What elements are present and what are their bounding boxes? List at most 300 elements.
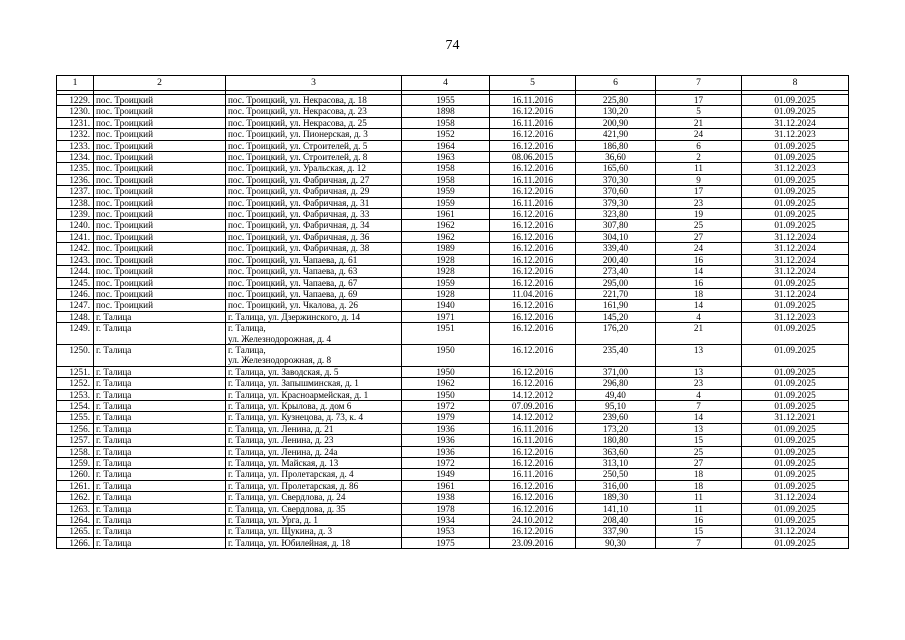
date-cell: 16.12.2016 bbox=[490, 277, 576, 288]
settlement-cell: пос. Троицкий bbox=[94, 106, 226, 117]
settlement-cell: г. Талица bbox=[94, 311, 226, 322]
table-row bbox=[57, 129, 849, 140]
settlement-cell: пос. Троицкий bbox=[94, 117, 226, 128]
deadline-cell: 01.09.2025 bbox=[742, 140, 849, 151]
date-cell: 16.12.2016 bbox=[490, 446, 576, 457]
deadline-cell: 01.09.2025 bbox=[742, 209, 849, 220]
address-cell: пос. Троицкий, ул. Некрасова, д. 23 bbox=[226, 106, 402, 117]
row-number-cell: 1242. bbox=[57, 243, 94, 254]
address-cell: пос. Троицкий, ул. Чапаева, д. 69 bbox=[226, 288, 402, 299]
settlement-cell: г. Талица bbox=[94, 400, 226, 411]
row-number-cell: 1261. bbox=[57, 480, 94, 491]
area-cell: 36,60 bbox=[576, 152, 656, 163]
date-cell: 16.12.2016 bbox=[490, 163, 576, 174]
settlement-cell: пос. Троицкий bbox=[94, 186, 226, 197]
area-cell: 370,30 bbox=[576, 174, 656, 185]
date-cell: 16.12.2016 bbox=[490, 209, 576, 220]
deadline-cell: 31.12.2024 bbox=[742, 288, 849, 299]
header-cell: 2 bbox=[94, 76, 226, 91]
year-cell: 1961 bbox=[402, 209, 490, 220]
table-row bbox=[57, 197, 849, 208]
area-cell: 90,30 bbox=[576, 537, 656, 548]
settlement-cell: пос. Троицкий bbox=[94, 174, 226, 185]
settlement-cell: г. Талица bbox=[94, 435, 226, 446]
residents-cell: 16 bbox=[656, 277, 742, 288]
table-row bbox=[57, 277, 849, 288]
year-cell: 1964 bbox=[402, 140, 490, 151]
settlement-cell: г. Талица bbox=[94, 378, 226, 389]
header-cell: 3 bbox=[226, 76, 402, 91]
header-cell: 8 bbox=[742, 76, 849, 91]
address-cell: г. Талица, ул. Ленина, д. 23 bbox=[226, 435, 402, 446]
settlement-cell: г. Талица bbox=[94, 423, 226, 434]
year-cell: 1961 bbox=[402, 480, 490, 491]
settlement-cell: г. Талица bbox=[94, 469, 226, 480]
residents-cell: 27 bbox=[656, 458, 742, 469]
deadline-cell: 01.09.2025 bbox=[742, 389, 849, 400]
header-cell: 6 bbox=[576, 76, 656, 91]
date-cell: 16.12.2016 bbox=[490, 458, 576, 469]
settlement-cell: г. Талица bbox=[94, 515, 226, 526]
table-row bbox=[57, 117, 849, 128]
table-row bbox=[57, 537, 849, 548]
deadline-cell: 01.09.2025 bbox=[742, 469, 849, 480]
residents-cell: 23 bbox=[656, 197, 742, 208]
table-row bbox=[57, 231, 849, 242]
area-cell: 186,80 bbox=[576, 140, 656, 151]
date-cell: 16.11.2016 bbox=[490, 435, 576, 446]
settlement-cell: пос. Троицкий bbox=[94, 209, 226, 220]
date-cell: 11.04.2016 bbox=[490, 288, 576, 299]
settlement-cell: пос. Троицкий bbox=[94, 197, 226, 208]
area-cell: 307,80 bbox=[576, 220, 656, 231]
residents-cell: 18 bbox=[656, 288, 742, 299]
residents-cell: 17 bbox=[656, 186, 742, 197]
table-row bbox=[57, 400, 849, 411]
address-cell: пос. Троицкий, ул. Уральская, д. 12 bbox=[226, 163, 402, 174]
row-number-cell: 1250. bbox=[57, 344, 94, 366]
deadline-cell: 01.09.2025 bbox=[742, 435, 849, 446]
date-cell: 14.12.2012 bbox=[490, 389, 576, 400]
residents-cell: 13 bbox=[656, 344, 742, 366]
residents-cell: 13 bbox=[656, 366, 742, 377]
area-cell: 180,80 bbox=[576, 435, 656, 446]
area-cell: 173,20 bbox=[576, 423, 656, 434]
table-row bbox=[57, 469, 849, 480]
year-cell: 1950 bbox=[402, 389, 490, 400]
date-cell: 16.11.2016 bbox=[490, 423, 576, 434]
area-cell: 200,90 bbox=[576, 117, 656, 128]
table-row bbox=[57, 220, 849, 231]
settlement-cell: г. Талица bbox=[94, 446, 226, 457]
deadline-cell: 01.09.2025 bbox=[742, 106, 849, 117]
address-cell: пос. Троицкий, ул. Фабричная, д. 31 bbox=[226, 197, 402, 208]
table-row bbox=[57, 300, 849, 311]
year-cell: 1978 bbox=[402, 503, 490, 514]
deadline-cell: 01.09.2025 bbox=[742, 480, 849, 491]
deadline-cell: 31.12.2024 bbox=[742, 492, 849, 503]
year-cell: 1959 bbox=[402, 277, 490, 288]
deadline-cell: 31.12.2024 bbox=[742, 231, 849, 242]
row-number-cell: 1256. bbox=[57, 423, 94, 434]
address-cell: пос. Троицкий, ул. Фабричная, д. 33 bbox=[226, 209, 402, 220]
row-number-cell: 1251. bbox=[57, 366, 94, 377]
area-cell: 130,20 bbox=[576, 106, 656, 117]
table-row bbox=[57, 458, 849, 469]
settlement-cell: г. Талица bbox=[94, 537, 226, 548]
address-cell: г. Талица, ул. Железнодорожная, д. 8 bbox=[226, 344, 402, 366]
address-cell: г. Талица, ул. Свердлова, д. 24 bbox=[226, 492, 402, 503]
table-row bbox=[57, 163, 849, 174]
row-number-cell: 1244. bbox=[57, 266, 94, 277]
year-cell: 1962 bbox=[402, 231, 490, 242]
address-cell: пос. Троицкий, ул. Фабричная, д. 38 bbox=[226, 243, 402, 254]
row-number-cell: 1265. bbox=[57, 526, 94, 537]
residents-cell: 16 bbox=[656, 254, 742, 265]
area-cell: 95,10 bbox=[576, 400, 656, 411]
area-cell: 339,40 bbox=[576, 243, 656, 254]
residents-cell: 4 bbox=[656, 389, 742, 400]
address-cell: г. Талица, ул. Щукина, д. 3 bbox=[226, 526, 402, 537]
row-number-cell: 1262. bbox=[57, 492, 94, 503]
residents-cell: 14 bbox=[656, 300, 742, 311]
area-cell: 316,00 bbox=[576, 480, 656, 491]
area-cell: 145,20 bbox=[576, 311, 656, 322]
row-number-cell: 1259. bbox=[57, 458, 94, 469]
address-cell: г. Талица, ул. Дзержинского, д. 14 bbox=[226, 311, 402, 322]
year-cell: 1972 bbox=[402, 458, 490, 469]
settlement-cell: пос. Троицкий bbox=[94, 288, 226, 299]
area-cell: 141,10 bbox=[576, 503, 656, 514]
page-number: 74 bbox=[445, 38, 460, 53]
residents-cell: 25 bbox=[656, 220, 742, 231]
area-cell: 239,60 bbox=[576, 412, 656, 423]
header-cell: 5 bbox=[490, 76, 576, 91]
deadline-cell: 31.12.2023 bbox=[742, 311, 849, 322]
residents-cell: 7 bbox=[656, 537, 742, 548]
residents-cell: 7 bbox=[656, 400, 742, 411]
row-number-cell: 1248. bbox=[57, 311, 94, 322]
table-row bbox=[57, 389, 849, 400]
row-number-cell: 1233. bbox=[57, 140, 94, 151]
deadline-cell: 01.09.2025 bbox=[742, 378, 849, 389]
settlement-cell: г. Талица bbox=[94, 526, 226, 537]
row-number-cell: 1243. bbox=[57, 254, 94, 265]
row-number-cell: 1258. bbox=[57, 446, 94, 457]
residents-cell: 6 bbox=[656, 140, 742, 151]
row-number-cell: 1264. bbox=[57, 515, 94, 526]
settlement-cell: пос. Троицкий bbox=[94, 277, 226, 288]
year-cell: 1936 bbox=[402, 446, 490, 457]
year-cell: 1959 bbox=[402, 186, 490, 197]
row-number-cell: 1247. bbox=[57, 300, 94, 311]
deadline-cell: 01.09.2025 bbox=[742, 152, 849, 163]
table-row bbox=[57, 378, 849, 389]
deadline-cell: 31.12.2021 bbox=[742, 412, 849, 423]
table-row bbox=[57, 152, 849, 163]
year-cell: 1950 bbox=[402, 366, 490, 377]
header-cell: 4 bbox=[402, 76, 490, 91]
area-cell: 161,90 bbox=[576, 300, 656, 311]
address-cell: пос. Троицкий, ул. Фабричная, д. 29 bbox=[226, 186, 402, 197]
row-number-cell: 1236. bbox=[57, 174, 94, 185]
year-cell: 1972 bbox=[402, 400, 490, 411]
area-cell: 208,40 bbox=[576, 515, 656, 526]
year-cell: 1958 bbox=[402, 174, 490, 185]
table-row bbox=[57, 526, 849, 537]
area-cell: 235,40 bbox=[576, 344, 656, 366]
table-row bbox=[57, 174, 849, 185]
settlement-cell: пос. Троицкий bbox=[94, 243, 226, 254]
area-cell: 250,50 bbox=[576, 469, 656, 480]
deadline-cell: 01.09.2025 bbox=[742, 458, 849, 469]
settlement-cell: пос. Троицкий bbox=[94, 231, 226, 242]
table-row bbox=[57, 140, 849, 151]
settlement-cell: пос. Троицкий bbox=[94, 129, 226, 140]
table-row bbox=[57, 515, 849, 526]
address-cell: г. Талица, ул. Ленина, д. 24а bbox=[226, 446, 402, 457]
area-cell: 379,30 bbox=[576, 197, 656, 208]
residents-cell: 11 bbox=[656, 163, 742, 174]
date-cell: 16.12.2016 bbox=[490, 311, 576, 322]
row-number-cell: 1239. bbox=[57, 209, 94, 220]
address-cell: пос. Троицкий, ул. Чапаева, д. 67 bbox=[226, 277, 402, 288]
deadline-cell: 01.09.2025 bbox=[742, 400, 849, 411]
area-cell: 371,00 bbox=[576, 366, 656, 377]
row-number-cell: 1231. bbox=[57, 117, 94, 128]
year-cell: 1952 bbox=[402, 129, 490, 140]
address-cell: пос. Троицкий, ул. Чкалова, д. 26 bbox=[226, 300, 402, 311]
table-row bbox=[57, 254, 849, 265]
date-cell: 16.12.2016 bbox=[490, 129, 576, 140]
deadline-cell: 01.09.2025 bbox=[742, 446, 849, 457]
settlement-cell: г. Талица bbox=[94, 503, 226, 514]
address-cell: г. Талица, ул. Пролетарская, д. 86 bbox=[226, 480, 402, 491]
settlement-cell: пос. Троицкий bbox=[94, 152, 226, 163]
date-cell: 16.12.2016 bbox=[490, 231, 576, 242]
area-cell: 200,40 bbox=[576, 254, 656, 265]
deadline-cell: 01.09.2025 bbox=[742, 366, 849, 377]
row-number-cell: 1238. bbox=[57, 197, 94, 208]
address-cell: пос. Троицкий, ул. Некрасова, д. 25 bbox=[226, 117, 402, 128]
area-cell: 304,10 bbox=[576, 231, 656, 242]
year-cell: 1979 bbox=[402, 412, 490, 423]
row-number-cell: 1241. bbox=[57, 231, 94, 242]
date-cell: 16.12.2016 bbox=[490, 266, 576, 277]
date-cell: 16.12.2016 bbox=[490, 186, 576, 197]
residents-cell: 19 bbox=[656, 209, 742, 220]
settlement-cell: г. Талица bbox=[94, 458, 226, 469]
area-cell: 295,00 bbox=[576, 277, 656, 288]
year-cell: 1971 bbox=[402, 311, 490, 322]
date-cell: 16.12.2016 bbox=[490, 220, 576, 231]
year-cell: 1963 bbox=[402, 152, 490, 163]
residents-cell: 25 bbox=[656, 446, 742, 457]
address-cell: г. Талица, ул. Крылова, д. дом 6 bbox=[226, 400, 402, 411]
address-cell: пос. Троицкий, ул. Фабричная, д. 34 bbox=[226, 220, 402, 231]
date-cell: 16.12.2016 bbox=[490, 344, 576, 366]
year-cell: 1928 bbox=[402, 254, 490, 265]
row-number-cell: 1237. bbox=[57, 186, 94, 197]
address-cell: г. Талица, ул. Юбилейная, д. 18 bbox=[226, 537, 402, 548]
settlement-cell: пос. Троицкий bbox=[94, 140, 226, 151]
address-cell: пос. Троицкий, ул. Строителей, д. 5 bbox=[226, 140, 402, 151]
date-cell: 14.12.2012 bbox=[490, 412, 576, 423]
area-cell: 176,20 bbox=[576, 323, 656, 345]
table-row bbox=[57, 95, 849, 106]
residents-cell: 21 bbox=[656, 117, 742, 128]
year-cell: 1949 bbox=[402, 469, 490, 480]
year-cell: 1989 bbox=[402, 243, 490, 254]
area-cell: 323,80 bbox=[576, 209, 656, 220]
residents-cell: 5 bbox=[656, 106, 742, 117]
deadline-cell: 31.12.2024 bbox=[742, 243, 849, 254]
date-cell: 16.11.2016 bbox=[490, 117, 576, 128]
settlement-cell: пос. Троицкий bbox=[94, 266, 226, 277]
year-cell: 1928 bbox=[402, 266, 490, 277]
table-row bbox=[57, 366, 849, 377]
settlement-cell: пос. Троицкий bbox=[94, 220, 226, 231]
settlement-cell: г. Талица bbox=[94, 492, 226, 503]
residents-cell: 11 bbox=[656, 492, 742, 503]
year-cell: 1928 bbox=[402, 288, 490, 299]
settlement-cell: г. Талица bbox=[94, 412, 226, 423]
area-cell: 337,90 bbox=[576, 526, 656, 537]
address-cell: г. Талица, ул. Ленина, д. 21 bbox=[226, 423, 402, 434]
deadline-cell: 01.09.2025 bbox=[742, 300, 849, 311]
address-cell: пос. Троицкий, ул. Некрасова, д. 18 bbox=[226, 95, 402, 106]
area-cell: 421,90 bbox=[576, 129, 656, 140]
residents-cell: 24 bbox=[656, 129, 742, 140]
date-cell: 16.12.2016 bbox=[490, 503, 576, 514]
address-cell: пос. Троицкий, ул. Пионерская, д. 3 bbox=[226, 129, 402, 140]
residents-cell: 14 bbox=[656, 266, 742, 277]
row-number-cell: 1232. bbox=[57, 129, 94, 140]
deadline-cell: 01.09.2025 bbox=[742, 197, 849, 208]
area-cell: 296,80 bbox=[576, 378, 656, 389]
table-row bbox=[57, 266, 849, 277]
date-cell: 16.12.2016 bbox=[490, 243, 576, 254]
table-row bbox=[57, 423, 849, 434]
row-number-cell: 1245. bbox=[57, 277, 94, 288]
residents-cell: 15 bbox=[656, 526, 742, 537]
table-row bbox=[57, 492, 849, 503]
settlement-cell: пос. Троицкий bbox=[94, 254, 226, 265]
deadline-cell: 01.09.2025 bbox=[742, 277, 849, 288]
area-cell: 370,60 bbox=[576, 186, 656, 197]
deadline-cell: 01.09.2025 bbox=[742, 95, 849, 106]
header-cell: 1 bbox=[57, 76, 94, 91]
area-cell: 49,40 bbox=[576, 389, 656, 400]
housing-table bbox=[56, 75, 849, 549]
row-number-cell: 1266. bbox=[57, 537, 94, 548]
date-cell: 16.12.2016 bbox=[490, 254, 576, 265]
table-row bbox=[57, 435, 849, 446]
deadline-cell: 01.09.2025 bbox=[742, 515, 849, 526]
date-cell: 23.09.2016 bbox=[490, 537, 576, 548]
table-row bbox=[57, 106, 849, 117]
row-number-cell: 1234. bbox=[57, 152, 94, 163]
row-number-cell: 1235. bbox=[57, 163, 94, 174]
deadline-cell: 01.09.2025 bbox=[742, 423, 849, 434]
year-cell: 1936 bbox=[402, 435, 490, 446]
settlement-cell: г. Талица bbox=[94, 389, 226, 400]
area-cell: 225,80 bbox=[576, 95, 656, 106]
deadline-cell: 31.12.2024 bbox=[742, 526, 849, 537]
date-cell: 16.12.2016 bbox=[490, 300, 576, 311]
address-cell: г. Талица, ул. Запышминская, д. 1 bbox=[226, 378, 402, 389]
area-cell: 221,70 bbox=[576, 288, 656, 299]
residents-cell: 13 bbox=[656, 423, 742, 434]
settlement-cell: г. Талица bbox=[94, 344, 226, 366]
table-row bbox=[57, 503, 849, 514]
date-cell: 16.11.2016 bbox=[490, 197, 576, 208]
date-cell: 16.12.2016 bbox=[490, 323, 576, 345]
row-number-cell: 1253. bbox=[57, 389, 94, 400]
residents-cell: 9 bbox=[656, 174, 742, 185]
year-cell: 1959 bbox=[402, 197, 490, 208]
table-body bbox=[57, 95, 849, 549]
area-cell: 363,60 bbox=[576, 446, 656, 457]
address-cell: г. Талица, ул. Свердлова, д. 35 bbox=[226, 503, 402, 514]
table-row bbox=[57, 243, 849, 254]
residents-cell: 16 bbox=[656, 515, 742, 526]
year-cell: 1951 bbox=[402, 323, 490, 345]
settlement-cell: пос. Троицкий bbox=[94, 163, 226, 174]
table-row bbox=[57, 480, 849, 491]
address-cell: г. Талица, ул. Майская, д. 13 bbox=[226, 458, 402, 469]
address-cell: г. Талица, ул. Кузнецова, д. 73, к. 4 bbox=[226, 412, 402, 423]
residents-cell: 11 bbox=[656, 503, 742, 514]
date-cell: 24.10.2012 bbox=[490, 515, 576, 526]
settlement-cell: г. Талица bbox=[94, 323, 226, 345]
table-row bbox=[57, 288, 849, 299]
date-cell: 16.12.2016 bbox=[490, 140, 576, 151]
table-row bbox=[57, 209, 849, 220]
date-cell: 16.12.2016 bbox=[490, 106, 576, 117]
year-cell: 1953 bbox=[402, 526, 490, 537]
table-header-row bbox=[57, 76, 849, 91]
table-row bbox=[57, 323, 849, 345]
year-cell: 1958 bbox=[402, 163, 490, 174]
address-cell: пос. Троицкий, ул. Фабричная, д. 27 bbox=[226, 174, 402, 185]
address-cell: г. Талица, ул. Пролетарская, д. 4 bbox=[226, 469, 402, 480]
residents-cell: 4 bbox=[656, 311, 742, 322]
date-cell: 07.09.2016 bbox=[490, 400, 576, 411]
deadline-cell: 01.09.2025 bbox=[742, 503, 849, 514]
year-cell: 1898 bbox=[402, 106, 490, 117]
date-cell: 16.11.2016 bbox=[490, 174, 576, 185]
table-row bbox=[57, 311, 849, 322]
area-cell: 273,40 bbox=[576, 266, 656, 277]
date-cell: 08.06.2015 bbox=[490, 152, 576, 163]
residents-cell: 23 bbox=[656, 378, 742, 389]
date-cell: 16.12.2016 bbox=[490, 378, 576, 389]
address-cell: пос. Троицкий, ул. Фабричная, д. 36 bbox=[226, 231, 402, 242]
residents-cell: 2 bbox=[656, 152, 742, 163]
row-number-cell: 1229. bbox=[57, 95, 94, 106]
year-cell: 1958 bbox=[402, 117, 490, 128]
deadline-cell: 01.09.2025 bbox=[742, 344, 849, 366]
row-number-cell: 1249. bbox=[57, 323, 94, 345]
row-number-cell: 1252. bbox=[57, 378, 94, 389]
area-cell: 313,10 bbox=[576, 458, 656, 469]
row-number-cell: 1255. bbox=[57, 412, 94, 423]
residents-cell: 17 bbox=[656, 95, 742, 106]
address-cell: пос. Троицкий, ул. Чапаева, д. 63 bbox=[226, 266, 402, 277]
area-cell: 189,30 bbox=[576, 492, 656, 503]
address-cell: г. Талица, ул. Урга, д. 1 bbox=[226, 515, 402, 526]
